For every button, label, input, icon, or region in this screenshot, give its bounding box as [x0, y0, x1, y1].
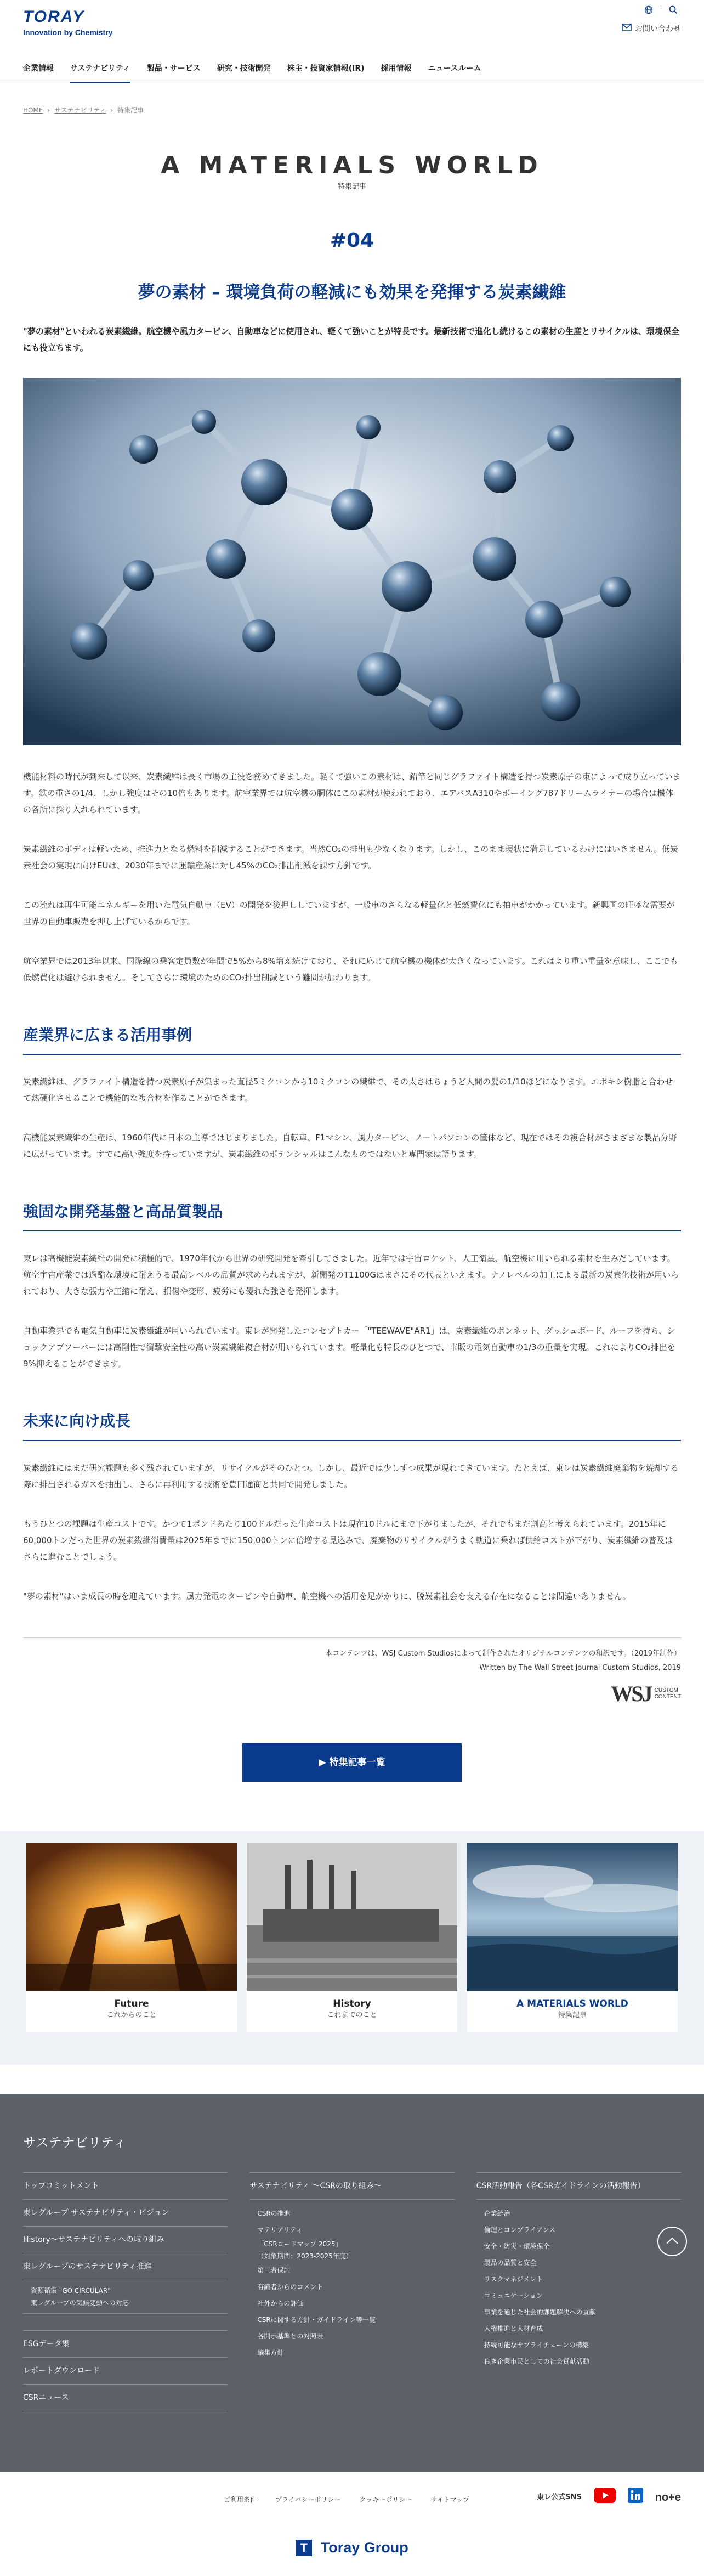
mail-icon — [622, 22, 632, 37]
nav-products[interactable]: 製品・サービス — [146, 64, 201, 73]
global-nav — [23, 61, 481, 83]
series-title: A MATERIALS WORLD — [161, 151, 543, 179]
breadcrumb-separator: › — [47, 106, 50, 114]
nav-recruit[interactable]: 採用情報 — [381, 64, 412, 73]
footer-sub-list — [249, 2200, 454, 2361]
toray-logo[interactable] — [23, 8, 112, 37]
footer-column-1 — [23, 2172, 228, 2411]
wsj-custom-content-logo — [23, 1683, 681, 1705]
breadcrumb-home[interactable]: HOME — [23, 106, 43, 114]
footer-link[interactable]: History～サステナビリティへの取り組み — [23, 2227, 228, 2253]
content-credit — [23, 1637, 681, 1675]
toray-group-mark-icon: T — [296, 2540, 312, 2556]
footer-main-links — [249, 2172, 454, 2361]
terms-link[interactable]: ご利用条件 — [224, 2496, 257, 2504]
footer-sublink[interactable]: 社外からの評価 — [257, 2300, 304, 2308]
sitemap-link[interactable]: サイトマップ — [430, 2496, 470, 2504]
footer-main-links — [23, 2172, 228, 2411]
nav-ir[interactable]: 株主・投資家情報(IR) — [287, 64, 365, 73]
footer-sublink[interactable]: 良き企業市民としての社会貢献活動 — [484, 2358, 589, 2366]
footer-sublink-note: （対象期間：2023-2025年度） — [257, 2252, 353, 2261]
footer-sub-links — [23, 2280, 228, 2314]
body-paragraph: 炭素繊維は、グラファイト構造を持つ炭素原子が集まった直径5ミクロンから10ミクロンの繊維で、その太さはちょうど人間の髪の1/10ほどになります。エポキシ樹脂と合わせて熱硬化させることで機能的な複合材を作ることができます。 — [23, 1077, 673, 1104]
footer-sublink[interactable]: 有識者からのコメント — [257, 2283, 323, 2291]
footer-sublink[interactable]: 人権推進と人材育成 — [484, 2325, 543, 2333]
footer-sublink[interactable]: 安全・防災・環境保全 — [484, 2242, 550, 2251]
body-paragraph: 炭素繊維のボディは軽いため、推進力となる燃料を削減することができます。当然CO₂の排出も少なくなります。しかし、このまま現状に満足しているわけにはいきません。低炭素社会の実現に向けEUは、2030年までに運輸産業に対し45%のCO₂排出削減を課す方針です。 — [23, 844, 679, 871]
logo-tagline: Innovation by Chemistry — [23, 28, 113, 37]
footer-columns — [23, 2172, 681, 2411]
future-image — [26, 1843, 237, 1991]
section-heading: 産業界に広まる活用事例 — [23, 1024, 681, 1055]
footer-sublink[interactable]: 編集方針 — [257, 2349, 284, 2357]
wsj-caption-line: CONTENT — [654, 1694, 681, 1701]
list-button-wrap — [0, 1743, 704, 1782]
card-subtitle: これからのこと — [106, 2011, 157, 2020]
footer-sublink[interactable]: コミュニケーション — [484, 2292, 543, 2300]
body-paragraph: 機能材料の時代が到来して以来、炭素繊維は長く市場の主役を務めてきました。軽くて強いこの素材は、鉛筆と同じグラファイト構造を持つ炭素原子の束によって成り立っています。鉄の重さの1/4、しかし強度はその10倍もあります。航空業界では航空機の胴体にこの素材が使われており、エアバスA310やボーイング787ドリームライナーの場合は機体の各所に採り入れられています。 — [23, 772, 681, 815]
youtube-icon[interactable] — [594, 2488, 616, 2509]
wsj-caption — [655, 1687, 681, 1701]
body-paragraph: もうひとつの課題は生産コストです。かつて1ポンドあたり100ドルだった生産コストは現在10ドルにまで下がりましたが、それでもまだ割高と考えられています。2015年に60,000トンだった世界の炭素繊維消費量は2025年までに150,000トンに倍増する見込みで、廃棄物のリサイクルがうまく軌道に乗れば供給コストが下がり、炭素繊維の普及はさらに進むことでしょう。 — [23, 1519, 673, 1562]
footer-legal-links — [224, 2494, 469, 2506]
series-header — [0, 151, 704, 194]
nav-sustainability[interactable]: サステナビリティ — [70, 61, 130, 83]
logo-wordmark: TORAY — [23, 8, 85, 26]
back-to-top-button[interactable] — [657, 2226, 688, 2262]
contact-label: お問い合わせ — [635, 25, 681, 33]
body-paragraph: 東レは高機能炭素繊維の開発に積極的で、1970年代から世界の研究開発を牽引してきました。近年では宇宙ロケット、人工衛星、航空機に用いられる素材を生みだしています。航空宇宙産業では過酷な環境に耐えうる最高レベルの品質が求められますが、新開発のT1100Gはまさにその代表といえます。ナノレベルの加工による最新の炭素化技術が用いられており、大きな張力や圧縮に耐え、損傷や変形、疲労にも優れた強さを発揮します。 — [23, 1253, 679, 1297]
card-future[interactable] — [26, 1843, 237, 2032]
issue-number: #04 — [330, 229, 374, 252]
card-subtitle: 特集記事 — [558, 2011, 587, 2020]
breadcrumb — [0, 82, 704, 117]
linkedin-icon[interactable] — [628, 2488, 643, 2509]
footer-column-3 — [476, 2172, 681, 2411]
footer-sublink[interactable]: CSRに関する方針・ガイドライン等一覧 — [257, 2316, 376, 2324]
card-subtitle: これまでのこと — [327, 2011, 377, 2020]
article-lead: "夢の素材"といわれる炭素繊維。航空機や風力タービン、自動車などに使用され、軽くて強いことが特長です。最新技術で進化し続けるこの素材の生産とリサイクルは、環境保全にも役立ちます。 — [23, 326, 680, 353]
note-icon[interactable]: no+e — [655, 2492, 681, 2504]
group-wordmark: Toray Group — [320, 2539, 408, 2556]
section-heading: 強固な開発基盤と高品質製品 — [23, 1201, 681, 1231]
feature-list-button[interactable]: ▶ 特集記事一覧 — [242, 1743, 462, 1782]
footer-sublink[interactable]: 企業統治 — [484, 2210, 510, 2218]
article-title: 夢の素材 – 環境負荷の軽減にも効果を発揮する炭素繊維 — [138, 283, 566, 303]
cookie-link[interactable]: クッキーポリシー — [359, 2496, 412, 2504]
nav-newsroom[interactable]: ニュースルーム — [428, 64, 481, 73]
footer-sublink[interactable]: 各開示基準との対照表 — [257, 2332, 323, 2341]
wsj-caption-line: CUSTOM — [654, 1687, 678, 1694]
card-title: History — [333, 1998, 371, 2010]
related-section — [0, 1831, 704, 2065]
card-title: Future — [114, 1998, 149, 2010]
footer-link[interactable]: サステナビリティ ～CSRの取り組み～ — [249, 2173, 454, 2200]
series-subtitle: 特集記事 — [337, 182, 366, 191]
card-materials-world[interactable] — [467, 1843, 678, 2032]
breadcrumb-separator: › — [110, 106, 113, 114]
sns-label: 東レ公式SNS — [537, 2493, 582, 2502]
footer-link[interactable]: トップコミットメント — [23, 2173, 228, 2200]
body-paragraph: 炭素繊維にはまだ研究課題も多く残されていますが、リサイクルがそのひとつ。しかし、最近では少しずつ成果が現れてきています。たとえば、東レは炭素繊維廃棄物を焼却する際に排出されるガスを抽出し、さらに再利用する技術を豊田通商と共同で開発しました。 — [23, 1463, 679, 1490]
privacy-link[interactable]: プライバシーポリシー — [275, 2496, 341, 2504]
footer-sublink[interactable]: リスクマネジメント — [484, 2275, 543, 2284]
utility-icons — [644, 5, 678, 20]
body-paragraph: この流れは再生可能エネルギーを用いた電気自動車（EV）の開発を後押ししていますが、一般車のさらなる軽量化と低燃費化にも拍車がかかっています。新興国の旺盛な需要が世界の自動車販売を押し上げているからです。 — [23, 900, 675, 927]
footer-sublink[interactable]: 「CSRロードマップ 2025」 — [257, 2240, 342, 2249]
footer-main-links — [476, 2172, 681, 2370]
toray-group-logo[interactable] — [0, 2533, 704, 2562]
globe-icon[interactable] — [644, 5, 653, 20]
body-paragraph: "夢の素材"はいま成長の時を迎えています。風力発電のタービンや自動車、航空機への活用を足がかりに、脱炭素社会を支える存在になることは間違いありません。 — [23, 1591, 631, 1602]
footer-sublink[interactable]: 東レグループの気候変動への対応 — [31, 2299, 129, 2307]
sns-links — [537, 2487, 681, 2508]
footer-link[interactable]: 東レグループのサステナビリティ推進 — [23, 2253, 228, 2280]
footer-sublink[interactable]: 第三者保証 — [257, 2267, 291, 2275]
nav-corporate[interactable]: 企業情報 — [23, 64, 54, 73]
ocean-image — [467, 1843, 678, 1991]
footer-link[interactable]: ESGデータ集 — [23, 2330, 228, 2358]
footer-link[interactable]: 東レグループ サステナビリティ・ビジョン — [23, 2200, 228, 2227]
site-footer — [0, 2472, 704, 2576]
breadcrumb-current: 特集記事 — [117, 106, 144, 114]
footer-sublink[interactable]: 資源循環 "GO CIRCULAR" — [31, 2287, 111, 2295]
footer-sub-list — [476, 2200, 681, 2370]
footer-title: サステナビリティ — [23, 2135, 127, 2151]
breadcrumb-sustainability[interactable]: サステナビリティ — [54, 106, 106, 114]
article-body — [23, 769, 681, 1605]
body-paragraph: 航空業界では2013年以来、国際線の乗客定員数が年間で5%から8%増え続けており、それに応じて航空機の機体が大きくなっています。これはより重い重量を意味し、ここでも低燃費化は避けられません。そしてさらに環境のためのCO₂排出削減という難問が加わります。 — [23, 956, 678, 983]
history-image — [247, 1843, 457, 1991]
site-header — [0, 0, 704, 82]
footer-column-2 — [249, 2172, 454, 2411]
credit-line: 本コンテンツは、WSJ Custom Studiosによって制作されたオリジナルコンテンツの和訳です。（2019年制作） — [325, 1649, 681, 1658]
footer-sublink[interactable]: 持続可能なサプライチェーンの構築 — [484, 2341, 589, 2349]
footer-link[interactable]: レポートダウンロード — [23, 2358, 228, 2385]
nav-research[interactable]: 研究・技術開発 — [217, 64, 271, 73]
section-heading: 未来に向け成長 — [23, 1410, 681, 1441]
credit-line: Written by The Wall Street Journal Custom Studios, 2019 — [479, 1664, 681, 1673]
card-history[interactable] — [247, 1843, 457, 2032]
footer-sublink[interactable]: 事業を通じた社会的課題解決への貢献 — [484, 2308, 596, 2317]
hero-molecule-image — [23, 378, 681, 745]
footer-sublink[interactable]: マテリアリティ — [257, 2226, 303, 2234]
related-cards — [23, 1843, 681, 2032]
sustainability-footer — [0, 2094, 704, 2472]
search-icon[interactable] — [669, 5, 678, 20]
footer-link[interactable]: CSR活動報告（各CSRガイドラインの活動報告） — [476, 2173, 681, 2200]
body-paragraph: 高機能炭素繊維の生産は、1960年代に日本の主導ではじまりました。自転車、F1マシン、風力タービン、ノートパソコンの筐体など、現在ではその複合材がさまざまな製品分野に広がっています。すでに高い強度を持っていますが、炭素繊維のポテンシャルはこんなものではないと専門家は語ります。 — [23, 1133, 677, 1160]
footer-sublink[interactable]: CSRの推進 — [257, 2210, 291, 2218]
footer-sublink[interactable]: 製品の品質と安全 — [484, 2259, 537, 2267]
footer-sublink[interactable]: 倫理とコンプライアンス — [484, 2226, 556, 2234]
footer-link[interactable]: CSRニュース — [23, 2385, 228, 2411]
body-paragraph: 自動車業界でも電気自動車に炭素繊維が用いられています。東レが開発したコンセプトカー「"TEEWAVE"AR1」は、炭素繊維のボンネット、ダッシュボード、ルーフを持ち、ショックアブソーバーには高剛性で衝撃安全性の高い炭素繊維複合材が用いられています。軽量化も特長のひとつで、市販の電気自動車の1/3の重量を実現。これによりCO₂排出を9%抑えることができます。 — [23, 1326, 675, 1369]
wsj-wordmark: WSJ — [611, 1681, 651, 1707]
contact-link[interactable] — [622, 22, 681, 37]
card-title: A MATERIALS WORLD — [516, 1998, 628, 2010]
